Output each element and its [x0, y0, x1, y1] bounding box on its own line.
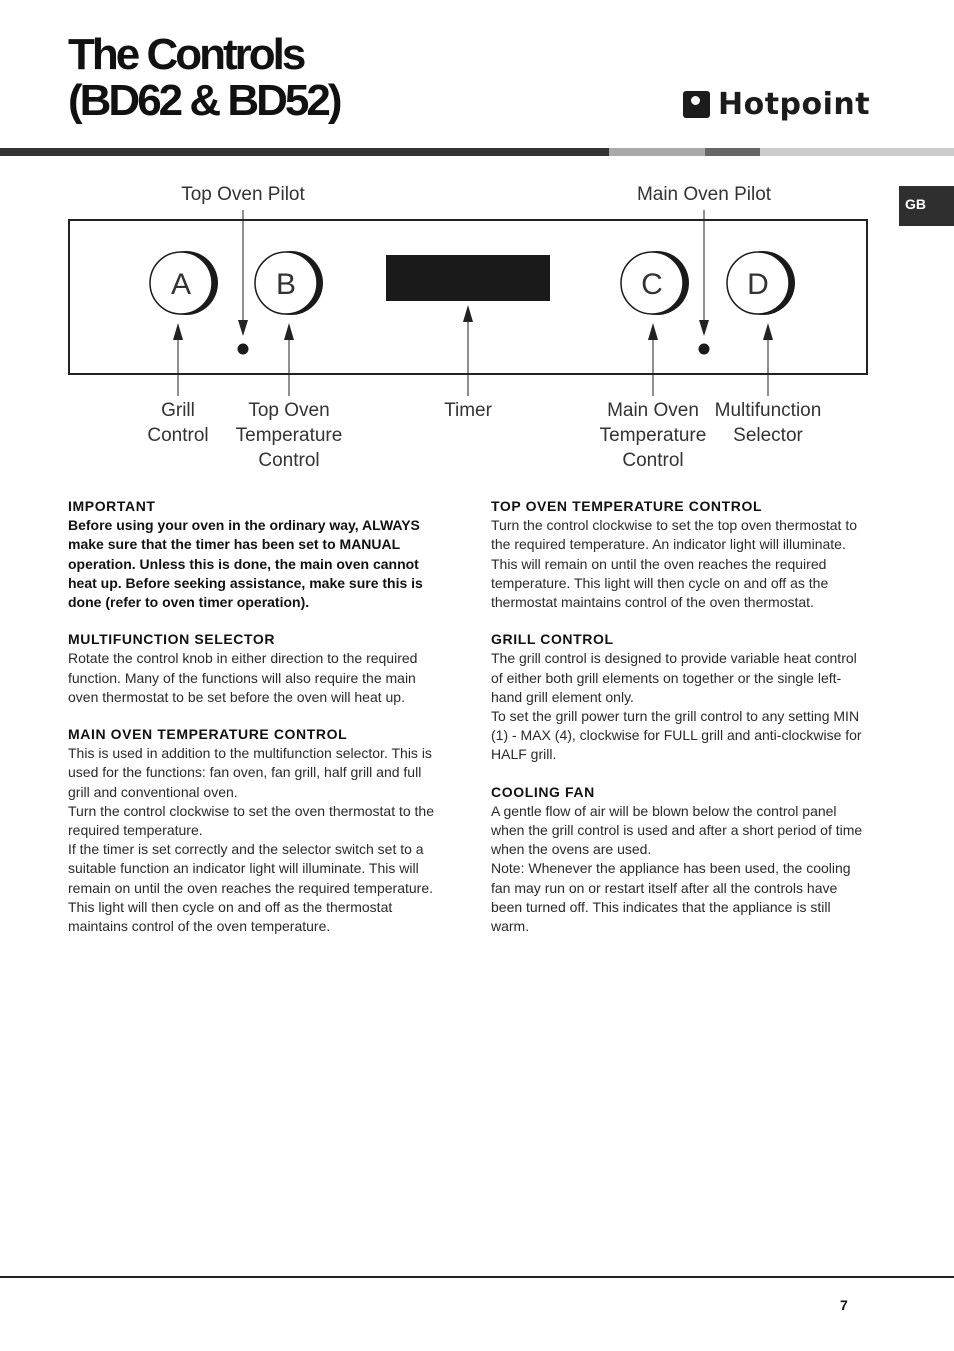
top-oven-section	[491, 497, 868, 612]
top-oven-temperature-label	[219, 398, 359, 473]
multifunction-selector-label-line-1: Multifunction	[714, 400, 822, 421]
main-oven-temperature-arrow	[648, 323, 658, 396]
multifunction-selector-label-line-2: Selector	[733, 425, 803, 446]
knob-b-letter: B	[275, 268, 297, 301]
grill-control-label-line-1: Grill	[161, 400, 195, 421]
knob-c-letter: C	[641, 268, 663, 301]
important-section	[68, 497, 445, 612]
multifunction-heading: MULTIFUNCTION SELECTOR	[68, 631, 276, 648]
grill-paragraph-2: To set the grill power turn the grill control to any setting MIN (1) - MAX (4), clockwise for FULL grill and anti-clockwise for HALF grill.	[491, 708, 862, 763]
header-bar-segment-1	[0, 148, 609, 156]
footer-rule	[0, 1276, 954, 1278]
grill-heading: GRILL CONTROL	[491, 631, 614, 648]
main-oven-pilot-label: Main Oven Pilot	[636, 184, 772, 205]
page-title-line-1: The Controls	[68, 30, 304, 79]
grill-paragraph-1: The grill control is designed to provide variable heat control of either both grill elements on together or the single left-hand grill element only.	[491, 650, 857, 705]
control-panel-diagram	[0, 170, 954, 480]
main-oven-pilot-arrow	[699, 210, 709, 336]
grill-section	[491, 630, 868, 764]
header-bar-segment-4	[760, 148, 954, 156]
main-oven-heading: MAIN OVEN TEMPERATURE CONTROL	[68, 726, 348, 743]
timer-arrow	[463, 305, 473, 396]
page-number: 7	[840, 1297, 848, 1313]
cooling-fan-heading: COOLING FAN	[491, 783, 595, 800]
top-oven-pilot-light	[238, 344, 249, 355]
cooling-fan-section	[491, 783, 868, 937]
top-oven-temperature-label-line-2: Temperature	[235, 425, 343, 446]
cooling-fan-paragraph-2: Note: Whenever the appliance has been used, the cooling fan may run on or restart itself after all the controls have been turned off. This indicates that the appliance is still warm.	[491, 860, 851, 935]
language-tab: GB	[899, 186, 954, 226]
multifunction-section	[68, 630, 445, 707]
top-oven-temperature-arrow	[284, 323, 294, 396]
header-bar-segment-2	[609, 148, 705, 156]
grill-control-arrow	[173, 323, 183, 396]
main-oven-section	[68, 725, 445, 936]
grill-control-label-line-2: Control	[147, 425, 209, 446]
main-oven-temperature-label-line-1: Main Oven	[607, 400, 699, 421]
multifunction-selector-label	[698, 398, 838, 448]
page-title-line-2: (BD62 & BD52)	[68, 76, 340, 125]
main-oven-paragraph-3: If the timer is set correctly and the selector switch set to a suitable function an indicator light will illuminate. This will remain on until the oven reaches the required temperature. This light will then cycle on and off as the thermostat maintains control of the oven temperature.	[68, 841, 433, 935]
top-oven-temperature-label-line-1: Top Oven	[248, 400, 330, 421]
top-oven-body: Turn the control clockwise to set the top oven thermostat to the required temperature. An indicator light will illuminate. This will remain on until the oven reaches the required temperature. This light will then cycle on and off as the thermostat maintains control of the oven thermostat.	[491, 517, 857, 611]
important-heading: IMPORTANT	[68, 498, 156, 514]
main-oven-paragraph-1: This is used in addition to the multifunction selector. This is used for the functions: fan oven, fan grill, half grill and full grill and conventional oven.	[68, 745, 432, 800]
main-oven-temperature-label-line-3: Control	[622, 450, 684, 471]
top-oven-heading: TOP OVEN TEMPERATURE CONTROL	[491, 498, 763, 514]
timer-label: Timer	[444, 400, 492, 421]
page-title	[68, 32, 340, 124]
top-oven-temperature-label-line-3: Control	[258, 450, 320, 471]
right-column	[491, 497, 868, 954]
main-oven-paragraph-2: Turn the control clockwise to set the oven thermostat to the required temperature.	[68, 802, 434, 839]
main-oven-pilot-light	[699, 344, 710, 355]
knob-d-letter: D	[747, 268, 769, 301]
multifunction-selector-arrow	[763, 323, 773, 396]
main-oven-temperature-label-line-2: Temperature	[599, 425, 707, 446]
top-oven-pilot-arrow	[238, 210, 248, 336]
brand-name: Hotpoint	[718, 86, 871, 122]
cooling-fan-paragraph-1: A gentle flow of air will be blown below the control panel when the grill control is used and after a short period of time when the ovens are used.	[491, 802, 863, 858]
top-oven-pilot-label: Top Oven Pilot	[181, 184, 305, 205]
left-column	[68, 497, 445, 954]
hotpoint-logo-icon	[683, 91, 710, 118]
header-bar-segment-3	[705, 148, 760, 156]
multifunction-body: Rotate the control knob in either direction to the required function. Many of the functions will also require the main oven thermostat to be set before the oven will heat up.	[68, 650, 418, 705]
brand-logo	[683, 84, 870, 124]
important-body: Before using your oven in the ordinary way, ALWAYS make sure that the timer has been set to MANUAL operation. Unless this is done, the main oven cannot heat up. Before seeking assistance, make sure this is done (refer to oven timer operation).	[68, 517, 423, 611]
knob-a-letter: A	[170, 268, 192, 301]
timer-display	[386, 255, 550, 301]
